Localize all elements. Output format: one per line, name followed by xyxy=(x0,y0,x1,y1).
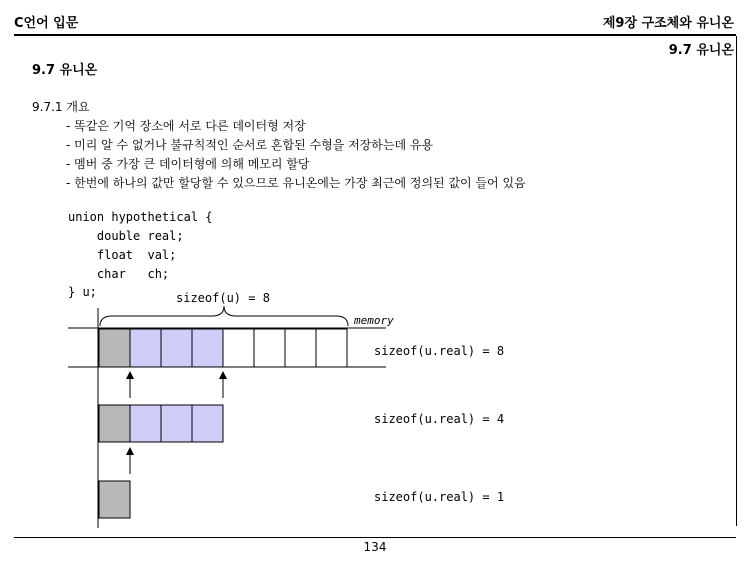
page-number: 134 xyxy=(363,540,387,554)
row-label-2: sizeof(u.real) = 4 xyxy=(374,412,505,426)
code-line: union hypothetical { xyxy=(68,210,213,224)
footer-rule xyxy=(14,537,736,538)
memory-cell xyxy=(192,405,223,442)
bullet-item: - 멤버 중 가장 큰 데이터형에 의해 메모리 할당 xyxy=(66,157,310,171)
row-label-3: sizeof(u.real) = 1 xyxy=(374,490,505,504)
bullet-item: - 미리 알 수 없거나 불규칙적인 순서로 혼합된 수형을 저장하는데 유용 xyxy=(66,138,434,152)
section-ref: 9.7 유니온 xyxy=(668,43,734,58)
arrow-up-icon xyxy=(219,371,227,398)
memory-row-1 xyxy=(99,481,130,518)
memory-cell xyxy=(130,329,161,367)
brace-label: sizeof(u) = 8 xyxy=(176,291,270,305)
book-title: C언어 입문 xyxy=(14,16,79,31)
memory-cell xyxy=(161,405,192,442)
memory-cell xyxy=(223,329,254,367)
brace-shape xyxy=(100,306,348,326)
memory-row-8 xyxy=(99,329,347,367)
arrow-up-icon xyxy=(126,371,134,398)
memory-cell xyxy=(192,329,223,367)
section-heading: 9.7 유니온 xyxy=(32,63,98,78)
arrow-up-icon xyxy=(126,447,134,474)
memory-cell xyxy=(316,329,347,367)
memory-cell xyxy=(99,329,130,367)
bullet-item: - 똑같은 기억 장소에 서로 다른 데이터형 저장 xyxy=(66,119,306,133)
memory-cell xyxy=(254,329,285,367)
memory-cell xyxy=(161,329,192,367)
code-line: char ch; xyxy=(68,267,170,281)
subsection-heading: 9.7.1 개요 xyxy=(32,100,90,114)
row-label-1: sizeof(u.real) = 8 xyxy=(374,344,505,358)
memory-label: memory xyxy=(354,314,394,327)
memory-cell xyxy=(130,405,161,442)
memory-row-4 xyxy=(99,405,223,442)
code-line: float val; xyxy=(68,248,177,262)
code-line: } u; xyxy=(68,285,97,299)
code-line: double real; xyxy=(68,229,184,243)
memory-cell xyxy=(99,481,130,518)
chapter-title: 제9장 구조체와 유니온 xyxy=(602,16,734,31)
memory-cell xyxy=(99,405,130,442)
bullet-item: - 한번에 하나의 값만 할당할 수 있으므로 유니온에는 가장 최근에 정의된 값이 들어 있음 xyxy=(66,176,526,190)
memory-cell xyxy=(285,329,316,367)
